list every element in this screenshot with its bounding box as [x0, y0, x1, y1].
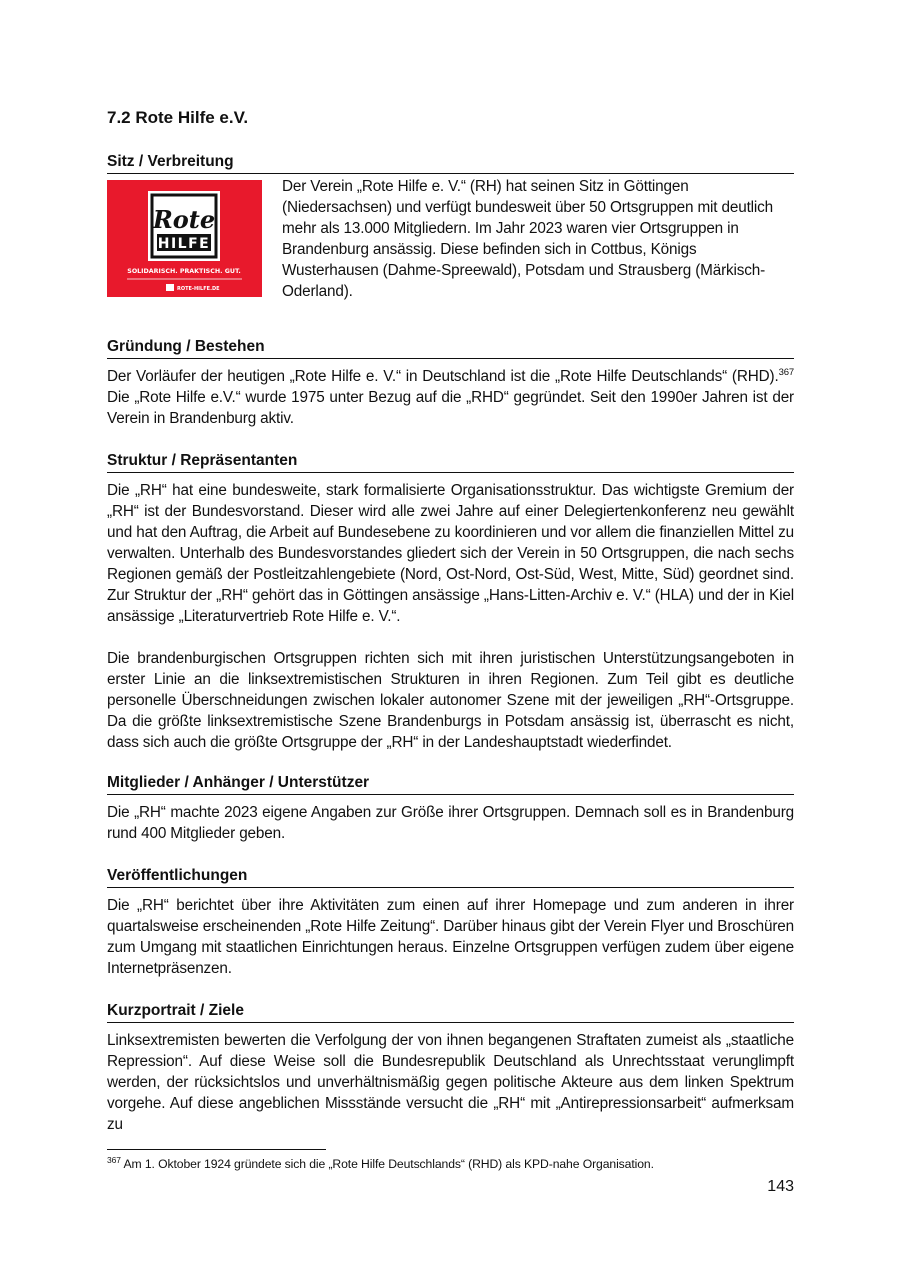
text-after-ref: Die „Rote Hilfe e.V.“ wurde 1975 unter Bezug auf die „RHD“ gegründet. Seit den 1990er Jahren ist der Verein in Brandenburg aktiv.	[107, 389, 794, 427]
section-heading: Kurzportrait / Ziele	[107, 1001, 794, 1023]
section-paragraph: Die brandenburgischen Ortsgruppen richten sich mit ihren juristischen Unterstützungsangeboten in erster Linie an die linksextremistischen Strukturen in ihren Regionen. Zum Teil gibt es deutliche personelle Überschneidungen zwischen lokaler autonomer Szene mit der jeweiligen „RH“-Ortsgruppe. Da die größte linksextremistische Szene Brandenburgs in Potsdam ansässig ist, überrascht es nicht, dass sich auch die größte Ortsgruppe der „RH“ in der Landeshauptstadt wiederfindet.	[107, 650, 794, 751]
footnote-number: 367	[107, 1154, 121, 1165]
logo-word-rote: Rote	[152, 205, 216, 234]
section-gruendung	[107, 337, 794, 429]
logo-url: ROTE-HILFE.DE	[177, 286, 220, 292]
page-number: 143	[767, 1178, 794, 1195]
logo-graphic	[107, 180, 262, 297]
section-text	[107, 366, 794, 429]
logo-slogan: SOLIDARISCH. PRAKTISCH. GUT.	[127, 268, 241, 275]
section-heading: Mitglieder / Anhänger / Unterstützer	[107, 773, 794, 795]
chapter-title: 7.2 Rote Hilfe e.V.	[107, 108, 249, 127]
section-text: Die „RH“ berichtet über ihre Aktivitäten zum einen auf ihrer Homepage und zum anderen in ihrer quartalsweise erscheinenden „Rote Hilfe Zeitung“. Darüber hinaus gibt der Verein Flyer und Broschüren zum Umgang mit staatlichen Einrichtungen heraus. Einzelne Ortsgruppen verfügen zudem über eigene Internetpräsenzen.	[107, 897, 794, 977]
section-heading: Sitz / Verbreitung	[107, 152, 794, 174]
section-heading: Veröffentlichungen	[107, 866, 794, 888]
footnote	[107, 1154, 654, 1171]
section-text: Der Verein „Rote Hilfe e. V.“ (RH) hat seinen Sitz in Göttingen (Niedersachsen) und verfügt bundesweit über 50 Ortsgruppen mit deutlich mehr als 13.000 Mitgliedern. Im Jahr 2023 waren vier Ortsgruppen in Brandenburg ansässig. Diese befinden sich in Cottbus, Königs Wusterhausen (Dahme-Spreewald), Potsdam und Strausberg (Märkisch-Oderland).	[282, 178, 774, 300]
logo-word-hilfe: HILFE	[157, 236, 211, 252]
text-before-ref: Der Vorläufer der heutigen „Rote Hilfe e. V.“ in Deutschland ist die „Rote Hilfe Deutschlands“ (RHD).	[107, 368, 779, 385]
footnote-separator	[107, 1149, 326, 1150]
rote-hilfe-logo	[107, 180, 262, 297]
section-sitz-verbreitung	[107, 152, 794, 312]
section-heading: Struktur / Repräsentanten	[107, 451, 794, 473]
section-text: Die „RH“ machte 2023 eigene Angaben zur Größe ihrer Ortsgruppen. Demnach soll es in Brandenburg rund 400 Mitglieder geben.	[107, 804, 794, 842]
section-veroeffentlichungen	[107, 866, 794, 979]
section-heading: Gründung / Bestehen	[107, 337, 794, 359]
section-kurzportrait	[107, 1001, 794, 1135]
section-text: Linksextremisten bewerten die Verfolgung der von ihnen begangenen Straftaten zumeist als „staatliche Repression“. Auf diese Weise soll die Bundesrepublik Deutschland als Unrechtsstaat verunglimpft werden, der rücksichtslos und unverhältnismäßig gegen politische Akteure aus dem linken Spektrum vorgehe. Auf diese angeblichen Missstände versucht die „RH“ mit „Antirepressionsarbeit“ aufmerksam zu	[107, 1032, 794, 1133]
section-paragraph: Die „RH“ hat eine bundesweite, stark formalisierte Organisationsstruktur. Das wichtigste Gremium der „RH“ ist der Bundesvorstand. Dieser wird alle zwei Jahre auf einer Delegiertenkonferenz neu gewählt und hat den Auftrag, die Arbeit auf Bundesebene zu koordinieren und vor allem die finanziellen Mittel zu verwalten. Unterhalb des Bundesvorstandes gliedert sich der Verein in 50 Ortsgruppen, die nach sechs Regionen gemäß der Postleitzahlengebiete (Nord, Ost-Nord, Ost-Süd, West, Mitte, Süd) geordnet sind. Zur Struktur der „RH“ gehört das in Göttingen ansässige „Hans-Litten-Archiv e. V.“ (HLA) und der in Kiel ansässige „Literaturvertrieb Rote Hilfe e. V.“.	[107, 482, 794, 625]
section-mitglieder	[107, 773, 794, 844]
footnote-text: Am 1. Oktober 1924 gründete sich die „Rote Hilfe Deutschlands“ (RHD) als KPD-nahe Organisation.	[120, 1157, 654, 1171]
footnote-reference: 367	[778, 366, 794, 378]
section-struktur	[107, 451, 794, 753]
